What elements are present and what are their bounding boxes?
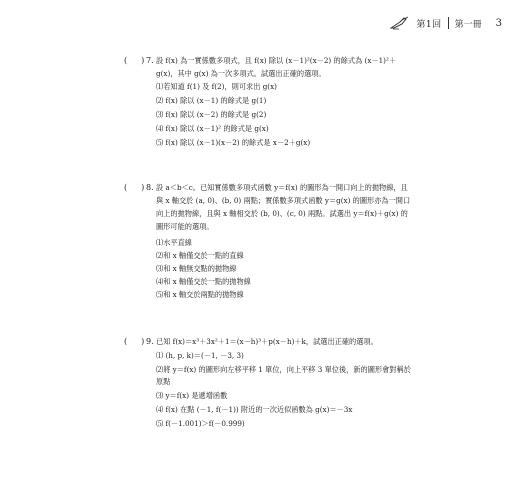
question-stem: 設 a＜b＜c。已知實係數多項式函數 y＝f(x) 的圖形為一開口向上的拋物線，且與 x 軸交於 (a, 0)、(b, 0) 兩點；實係數多項式函數 y＝g(x) 的圖形亦為一開口向上的拋物線，且與 x 軸相交於 (b, 0)、(c, 0) 兩點。試選出 y＝f(x)＋g(x) 的圖形可能的選項。 <box>156 183 411 231</box>
option-1: ⑴ (h, p, k)＝(－1, －3, 3) <box>156 351 244 360</box>
unit-label: 第1回 <box>416 19 442 30</box>
option-4: ⑷ f(x) 除以 (x－1)² 的餘式是 g(x) <box>156 124 269 133</box>
answer-blank[interactable] <box>124 337 144 346</box>
option-4: ⑷和 x 軸僅交於一點的拋物線 <box>156 277 251 286</box>
answer-blank[interactable] <box>124 183 144 192</box>
question-stem: 已知 f(x)＝x³＋3x²＋1＝(x－h)³＋p(x－h)＋k，試選出正確的選項。 <box>156 337 378 346</box>
header-divider <box>448 17 449 29</box>
writing-hand-icon <box>390 16 410 30</box>
question-number: 9. <box>146 337 154 346</box>
option-2: ⑵將 y＝f(x) 的圖形向左移平移 1 單位，向上平移 3 單位後，新的圖形會對稱於原點 <box>156 365 411 386</box>
page-number: 3 <box>495 17 502 29</box>
option-3: ⑶和 x 軸無交點的拋物線 <box>156 264 237 273</box>
option-5: ⑸ f(x) 除以 (x－1)(x－2) 的餘式是 x－2＋g(x) <box>156 138 311 147</box>
paren-right: ) <box>141 56 145 65</box>
option-4: ⑷ f(x) 在點 (－1, f(－1)) 附近的一次近似函數為 g(x)＝－3x <box>156 405 353 414</box>
option-5: ⑸和 x 軸交於兩點的拋物線 <box>156 290 244 299</box>
option-3: ⑶ f(x) 除以 (x－2) 的餘式是 g(2) <box>156 110 267 119</box>
option-2: ⑵和 x 軸僅交於一點的直線 <box>156 251 244 260</box>
answer-blank[interactable] <box>124 56 144 65</box>
option-1: ⑴水平直線 <box>156 238 192 247</box>
paren-right: ) <box>141 183 145 192</box>
option-3: ⑶ y＝f(x) 是遞增函數 <box>156 391 228 400</box>
question-number: 8. <box>146 183 154 192</box>
paren-left: ( <box>124 337 128 346</box>
option-1: ⑴若知道 f(1) 及 f(2)，則可求出 g(x) <box>156 82 277 91</box>
volume-label: 第一冊 <box>454 19 482 30</box>
paren-right: ) <box>141 337 145 346</box>
paren-left: ( <box>124 183 128 192</box>
paren-left: ( <box>124 56 128 65</box>
option-2: ⑵ f(x) 除以 (x－1) 的餘式是 g(1) <box>156 96 267 105</box>
option-5: ⑸ f(－1.001)＞f(－0.999) <box>156 419 245 428</box>
page-header <box>390 14 502 32</box>
question-number: 7. <box>146 56 154 65</box>
question-stem: 設 f(x) 為一實係數多項式，且 f(x) 除以 (x－1)²(x－2) 的餘式為 (x－1)²＋g(x)，其中 g(x) 為一次多項式。試選出正確的選項。 <box>156 56 397 78</box>
